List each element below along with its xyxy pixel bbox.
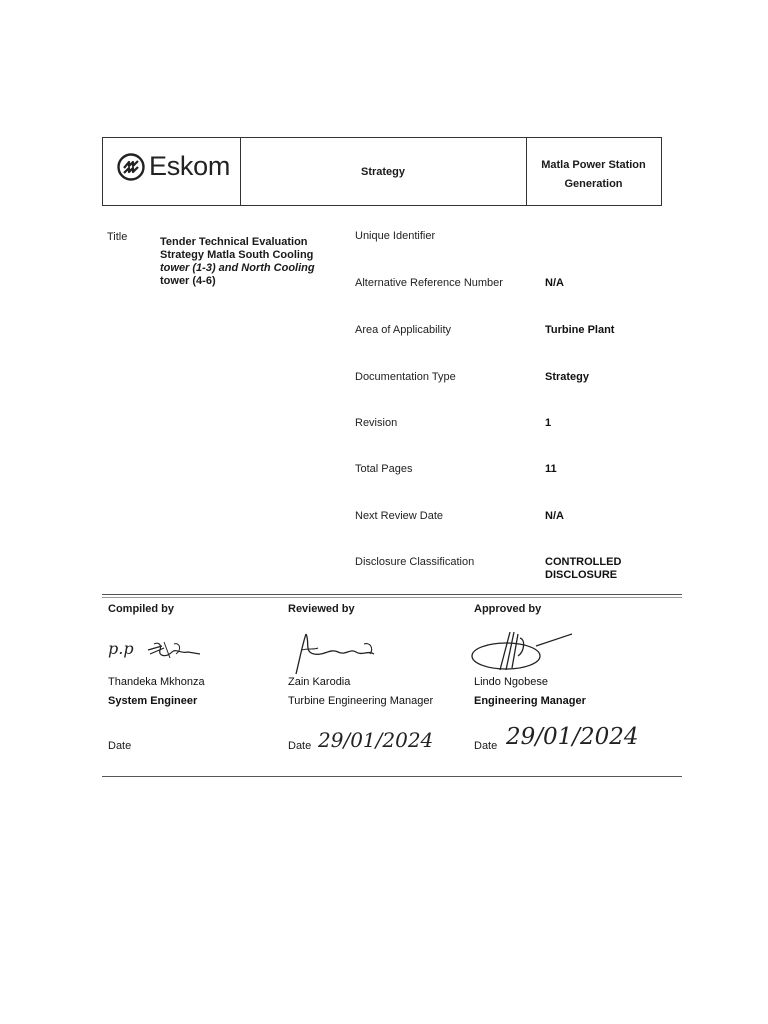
- compiled-signature-prefix: p.p: [108, 639, 134, 659]
- compiled-signature: [108, 636, 204, 664]
- title-label: Title: [107, 231, 128, 243]
- approved-by-heading: Approved by: [474, 603, 542, 615]
- meta-label-next-review: Next Review Date: [355, 510, 444, 522]
- meta-label-doc-type: Documentation Type: [355, 371, 456, 383]
- reviewed-date-value: 29/01/2024: [318, 728, 434, 752]
- eskom-logo: [117, 151, 230, 182]
- reviewed-by-role: Turbine Engineering Manager: [288, 695, 434, 707]
- meta-label-revision: Revision: [355, 417, 398, 429]
- approved-by-name: Lindo Ngobese: [474, 676, 549, 688]
- compiled-date-label: Date: [108, 740, 132, 752]
- meta-label-unique-identifier: Unique Identifier: [355, 230, 436, 242]
- division-name: Generation: [564, 178, 623, 190]
- meta-value-area: Turbine Plant: [545, 324, 615, 336]
- title-line-4: tower (4-6): [160, 275, 216, 287]
- compiled-by-heading: Compiled by: [108, 603, 175, 615]
- station-heading: [526, 156, 661, 194]
- eskom-logo-icon: [117, 153, 145, 181]
- approved-by-role: Engineering Manager: [474, 695, 586, 707]
- meta-value-disclosure: [545, 556, 621, 582]
- approved-date-value: 29/01/2024: [506, 724, 639, 750]
- compiled-by-role: System Engineer: [108, 695, 198, 707]
- meta-label-alt-reference: Alternative Reference Number: [355, 277, 503, 289]
- reviewed-signature-mark: [284, 628, 384, 678]
- compiled-signature-mark: [144, 636, 204, 664]
- signoff-bottom-rule: [102, 776, 682, 777]
- meta-value-doc-type: Strategy: [545, 371, 590, 383]
- approved-date-label: Date: [474, 740, 498, 752]
- compiled-by-name: Thandeka Mkhonza: [108, 676, 205, 688]
- title-line-2: Strategy Matla South Cooling: [160, 249, 314, 261]
- reviewed-by-heading: Reviewed by: [288, 603, 355, 615]
- title-line-1: Tender Technical Evaluation: [160, 236, 308, 248]
- approved-signature-mark: [466, 626, 576, 676]
- meta-value-alt-reference: N/A: [545, 277, 564, 289]
- header-center-cell: [240, 138, 527, 205]
- reviewed-by-name: Zain Karodia: [288, 676, 351, 688]
- meta-value-next-review: N/A: [545, 510, 564, 522]
- disclosure-line-2: DISCLOSURE: [545, 569, 618, 581]
- title-line-3: tower (1-3) and North Cooling: [160, 262, 315, 274]
- header-logo-cell: [103, 138, 241, 205]
- station-name: Matla Power Station: [541, 159, 646, 171]
- reviewed-date-label: Date: [288, 740, 312, 752]
- document-header-table: [102, 137, 662, 206]
- header-right-cell: [526, 138, 661, 205]
- meta-label-area: Area of Applicability: [355, 324, 451, 336]
- document-type-heading: Strategy: [360, 166, 406, 178]
- disclosure-line-1: CONTROLLED: [545, 556, 622, 568]
- document-title: [160, 236, 350, 288]
- meta-label-disclosure: Disclosure Classification: [355, 556, 475, 568]
- meta-value-revision: 1: [545, 417, 552, 429]
- logo-text: Eskom: [149, 151, 231, 181]
- meta-label-total-pages: Total Pages: [355, 463, 413, 475]
- meta-value-total-pages: 11: [545, 463, 557, 475]
- signoff-top-rule: [102, 594, 682, 595]
- signoff-top-rule-secondary: [102, 597, 682, 598]
